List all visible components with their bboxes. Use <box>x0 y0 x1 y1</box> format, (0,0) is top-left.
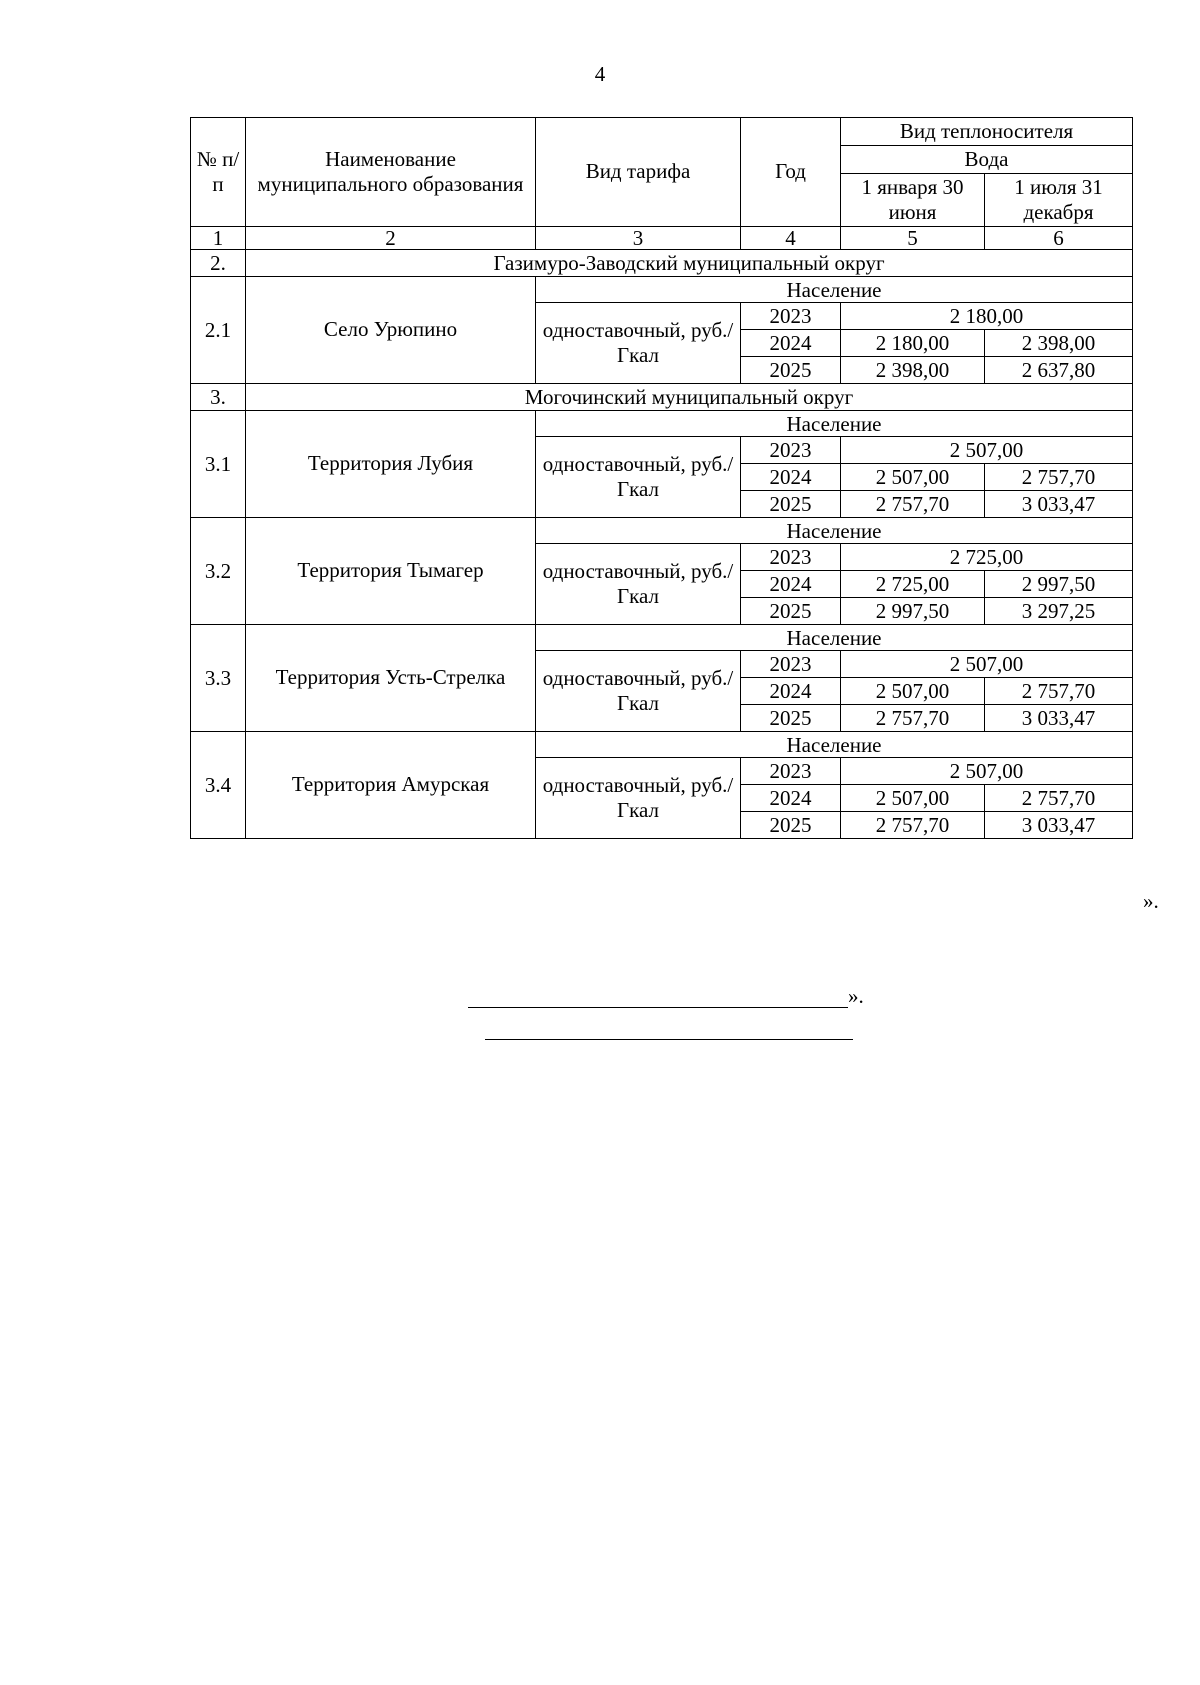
tariff-value: 2 507,00 <box>841 785 985 812</box>
year-cell: 2024 <box>741 330 841 357</box>
section-row <box>191 250 1133 277</box>
tariff-value: 3 033,47 <box>985 491 1133 518</box>
header-tariff-type: Вид тарифа <box>536 118 741 227</box>
table-row <box>191 625 1133 651</box>
column-number: 6 <box>985 227 1133 250</box>
header-water: Вода <box>841 146 1133 174</box>
item-name: Территория Лубия <box>246 411 536 518</box>
header-carrier: Вид теплоносителя <box>841 118 1133 146</box>
tariff-value: 2 180,00 <box>841 330 985 357</box>
tariff-value: 2 757,70 <box>841 812 985 839</box>
header-no: № п/п <box>191 118 246 227</box>
header-period-1: 1 января 30 июня <box>841 174 985 227</box>
tariff-value: 3 033,47 <box>985 812 1133 839</box>
tariff-value: 2 757,70 <box>841 491 985 518</box>
tariff-value: 2 757,70 <box>841 705 985 732</box>
table-row <box>191 732 1133 758</box>
separator-line <box>485 1039 853 1040</box>
year-cell: 2024 <box>741 464 841 491</box>
tariff-value: 2 997,50 <box>985 571 1133 598</box>
item-number: 2.1 <box>191 277 246 384</box>
tariff-type: одноставочный, руб./Гкал <box>536 303 741 384</box>
tariff-value: 2 180,00 <box>841 303 1133 330</box>
tariff-value: 2 997,50 <box>841 598 985 625</box>
group-label: Население <box>536 277 1133 303</box>
tariff-value: 2 725,00 <box>841 544 1133 571</box>
year-cell: 2025 <box>741 705 841 732</box>
year-cell: 2025 <box>741 357 841 384</box>
year-cell: 2023 <box>741 651 841 678</box>
tariff-value: 2 507,00 <box>841 464 985 491</box>
tariff-value: 2 725,00 <box>841 571 985 598</box>
item-name: Территория Амурская <box>246 732 536 839</box>
group-label: Население <box>536 411 1133 437</box>
table-closing-quote: ». <box>1143 889 1159 913</box>
item-number: 3.3 <box>191 625 246 732</box>
end-quote: ». <box>848 984 864 1008</box>
group-label: Население <box>536 732 1133 758</box>
header-name: Наименование муниципального образования <box>246 118 536 227</box>
year-cell: 2023 <box>741 303 841 330</box>
column-number: 2 <box>246 227 536 250</box>
tariff-value: 2 507,00 <box>841 678 985 705</box>
year-cell: 2025 <box>741 491 841 518</box>
year-cell: 2024 <box>741 785 841 812</box>
year-cell: 2023 <box>741 437 841 464</box>
group-label: Население <box>536 518 1133 544</box>
tariff-value: 2 637,80 <box>985 357 1133 384</box>
section-number: 3. <box>191 384 246 411</box>
column-number-row <box>191 227 1133 250</box>
year-cell: 2024 <box>741 678 841 705</box>
tariff-value: 3 297,25 <box>985 598 1133 625</box>
tariff-type: одноставочный, руб./Гкал <box>536 651 741 732</box>
item-name: Территория Усть-Стрелка <box>246 625 536 732</box>
year-cell: 2023 <box>741 758 841 785</box>
tariff-value: 2 757,70 <box>985 785 1133 812</box>
group-label: Население <box>536 625 1133 651</box>
table-body <box>191 227 1133 839</box>
year-cell: 2025 <box>741 598 841 625</box>
tariff-type: одноставочный, руб./Гкал <box>536 544 741 625</box>
item-number: 3.1 <box>191 411 246 518</box>
section-name: Могочинский муниципальный округ <box>246 384 1133 411</box>
column-number: 4 <box>741 227 841 250</box>
tariff-value: 2 507,00 <box>841 758 1133 785</box>
tariff-type: одноставочный, руб./Гкал <box>536 758 741 839</box>
page-number: 4 <box>594 62 606 86</box>
year-cell: 2025 <box>741 812 841 839</box>
tariff-type: одноставочный, руб./Гкал <box>536 437 741 518</box>
column-number: 1 <box>191 227 246 250</box>
header-period-2: 1 июля 31 декабря <box>985 174 1133 227</box>
tariff-table <box>190 117 1133 839</box>
table-row <box>191 277 1133 303</box>
year-cell: 2024 <box>741 571 841 598</box>
tariff-value: 2 507,00 <box>841 651 1133 678</box>
column-number: 5 <box>841 227 985 250</box>
tariff-value: 3 033,47 <box>985 705 1133 732</box>
section-number: 2. <box>191 250 246 277</box>
tariff-value: 2 398,00 <box>985 330 1133 357</box>
table-row <box>191 411 1133 437</box>
tariff-value: 2 507,00 <box>841 437 1133 464</box>
year-cell: 2023 <box>741 544 841 571</box>
tariff-value: 2 757,70 <box>985 678 1133 705</box>
item-name: Территория Тымагер <box>246 518 536 625</box>
section-name: Газимуро-Заводский муниципальный округ <box>246 250 1133 277</box>
item-name: Село Урюпино <box>246 277 536 384</box>
header-year: Год <box>741 118 841 227</box>
item-number: 3.4 <box>191 732 246 839</box>
table-header <box>191 118 1133 227</box>
column-number: 3 <box>536 227 741 250</box>
separator-line <box>468 1007 848 1008</box>
table-row <box>191 518 1133 544</box>
tariff-value: 2 398,00 <box>841 357 985 384</box>
tariff-value: 2 757,70 <box>985 464 1133 491</box>
item-number: 3.2 <box>191 518 246 625</box>
section-row <box>191 384 1133 411</box>
